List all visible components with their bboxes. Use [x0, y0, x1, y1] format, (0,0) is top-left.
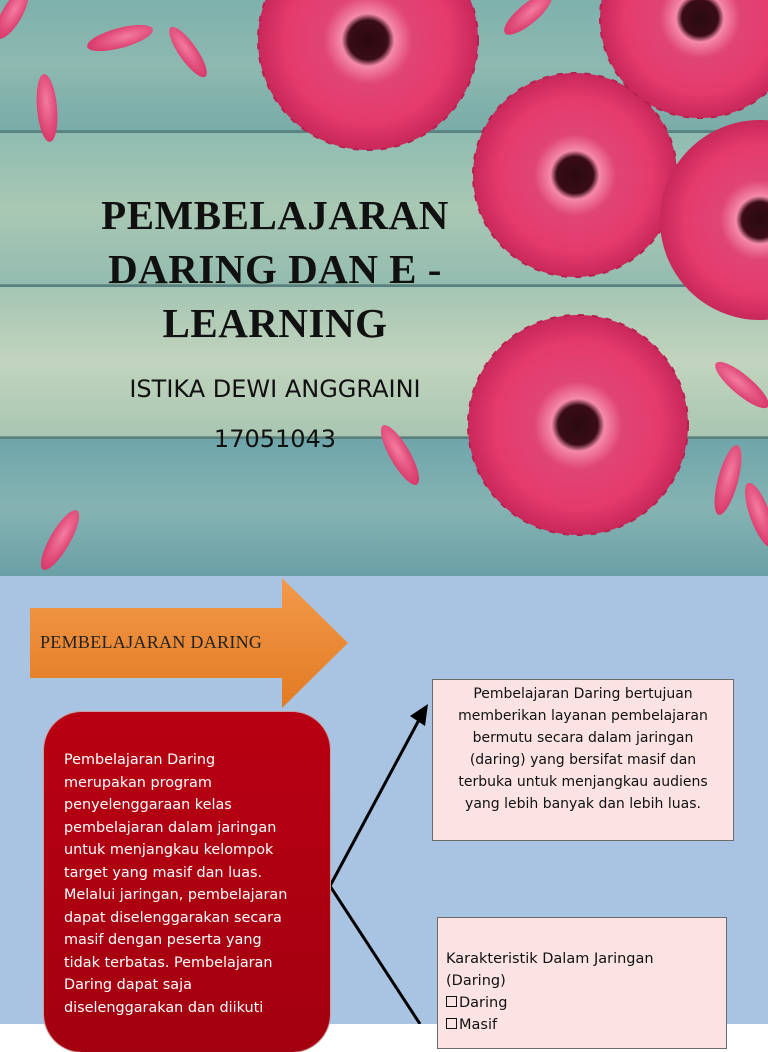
connector-line: [330, 886, 420, 1024]
title-line: DARING DAN E -: [108, 246, 442, 292]
slide-title: [60, 188, 490, 350]
goal-box: [432, 679, 734, 841]
list-item: Daring: [446, 992, 726, 1014]
goal-text: Pembelajaran Daring bertujuan memberikan layanan pembelajaran bermutu secara dalam jaringan (daring) yang bersifat masif dan terbuka untuk menjangkau audiens yang lebih banyak dan lebih luas.: [458, 686, 708, 812]
list-item: Masif: [446, 1014, 726, 1036]
title-line: PEMBELAJARAN: [101, 192, 449, 238]
gerbera-flower: [468, 315, 688, 535]
gerbera-flower: [258, 0, 478, 150]
arrow-label: PEMBELAJARAN DARING: [40, 632, 263, 652]
connector-line: [330, 718, 420, 886]
title-line: LEARNING: [162, 300, 388, 346]
student-id: 17051043: [213, 425, 337, 453]
checkbox-square-icon: [446, 996, 457, 1007]
author-name: ISTIKA DEWI ANGGRAINI: [129, 375, 421, 403]
gerbera-flower: [660, 120, 768, 320]
characteristics-box: [437, 917, 727, 1049]
definition-text: Pembelajaran Daring merupakan program penyelenggaraan kelas pembelajaran dalam jaringan untuk menjangkau kelompok target yang masif dan luas. Melalui jaringan, pembelajaran dapat diselenggarakan secara masif dengan peserta yang tidak terbatas. Pembelajaran Daring dapat saja diselenggarakan dan diikuti: [64, 752, 288, 1016]
characteristics-heading: Karakteristik Dalam Jaringan (Daring): [446, 951, 654, 989]
slide-subtitle: [60, 364, 490, 464]
